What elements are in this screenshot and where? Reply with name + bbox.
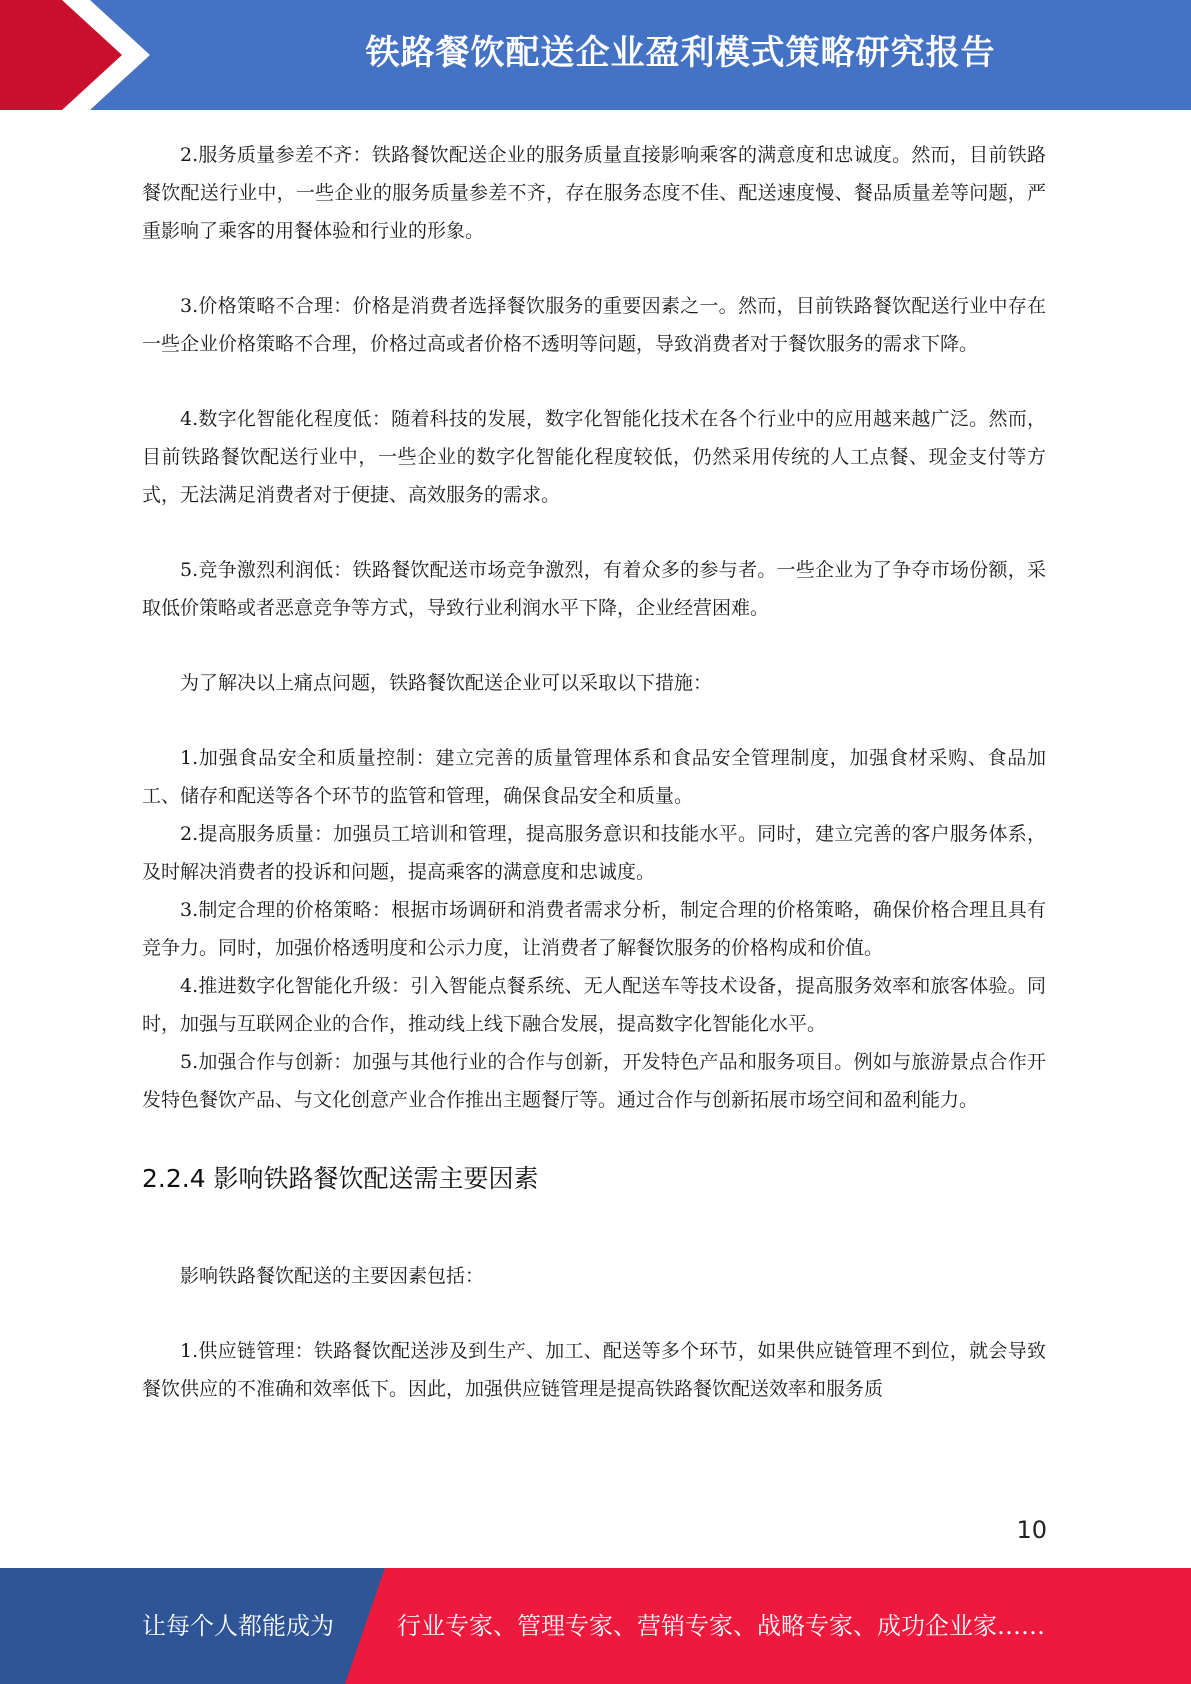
footer-banner — [0, 1568, 1191, 1684]
section-intro: 影响铁路餐饮配送的主要因素包括： — [180, 1265, 485, 1287]
page-number: 10 — [1016, 1516, 1047, 1544]
paragraph-digitalization: 4.数字化智能化程度低：随着科技的发展，数字化智能化技术在各个行业中的应用越来越广泛。然而，目前铁路餐饮配送行业中，一些企业的数字化智能化程度较低，仍然采用传统的人工点餐、现金支付等方式，无法满足消费者对于便捷、高效服务的需求。 — [142, 408, 1046, 506]
paragraph-pricing: 3.价格策略不合理：价格是消费者选择餐饮服务的重要因素之一。然而，目前铁路餐饮配送行业中存在一些企业价格策略不合理，价格过高或者价格不透明等问题，导致消费者对于餐饮服务的需求下降。 — [142, 295, 1046, 355]
header-banner — [0, 0, 1191, 110]
measure-item: 1.加强食品安全和质量控制：建立完善的质量管理体系和食品安全管理制度，加强食材采购、食品加工、储存和配送等各个环节的监管和管理，确保食品安全和质量。 — [142, 747, 1046, 807]
section-heading: 2.2.4 影响铁路餐饮配送需主要因素 — [142, 1164, 539, 1193]
measure-item: 2.提高服务质量：加强员工培训和管理，提高服务意识和技能水平。同时，建立完善的客户服务体系，及时解决消费者的投诉和问题，提高乘客的满意度和忠诚度。 — [142, 823, 1046, 883]
document-title: 铁路餐饮配送企业盈利模式策略研究报告 — [365, 33, 996, 73]
footer-slogan-left: 让每个人都能成为 — [142, 1612, 334, 1640]
paragraph-measures-intro: 为了解决以上痛点问题，铁路餐饮配送企业可以采取以下措施： — [180, 672, 713, 694]
factor-item: 1.供应链管理：铁路餐饮配送涉及到生产、加工、配送等多个环节，如果供应链管理不到位，就会导致餐饮供应的不准确和效率低下。因此，加强供应链管理是提高铁路餐饮配送效率和服务质 — [142, 1340, 1046, 1400]
measure-item: 5.加强合作与创新：加强与其他行业的合作与创新，开发特色产品和服务项目。例如与旅游景点合作开发特色餐饮产品、与文化创意产业合作推出主题餐厅等。通过合作与创新拓展市场空间和盈利能力。 — [142, 1051, 1046, 1111]
measure-item: 4.推进数字化智能化升级：引入智能点餐系统、无人配送车等技术设备，提高服务效率和旅客体验。同时，加强与互联网企业的合作，推动线上线下融合发展，提高数字化智能化水平。 — [142, 975, 1046, 1035]
footer-slogan-right: 行业专家、管理专家、营销专家、战略专家、成功企业家…… — [397, 1612, 1045, 1640]
paragraph-competition: 5.竞争激烈利润低：铁路餐饮配送市场竞争激烈，有着众多的参与者。一些企业为了争夺市场份额，采取低价策略或者恶意竞争等方式，导致行业利润水平下降，企业经营困难。 — [142, 559, 1046, 619]
document-body — [142, 136, 1046, 1408]
paragraph-service-quality: 2.服务质量参差不齐：铁路餐饮配送企业的服务质量直接影响乘客的满意度和忠诚度。然而，目前铁路餐饮配送行业中，一些企业的服务质量参差不齐，存在服务态度不佳、配送速度慢、餐品质量差等问题，严重影响了乘客的用餐体验和行业的形象。 — [142, 144, 1046, 242]
measure-item: 3.制定合理的价格策略：根据市场调研和消费者需求分析，制定合理的价格策略，确保价格合理且具有竞争力。同时，加强价格透明度和公示力度，让消费者了解餐饮服务的价格构成和价值。 — [142, 899, 1046, 959]
